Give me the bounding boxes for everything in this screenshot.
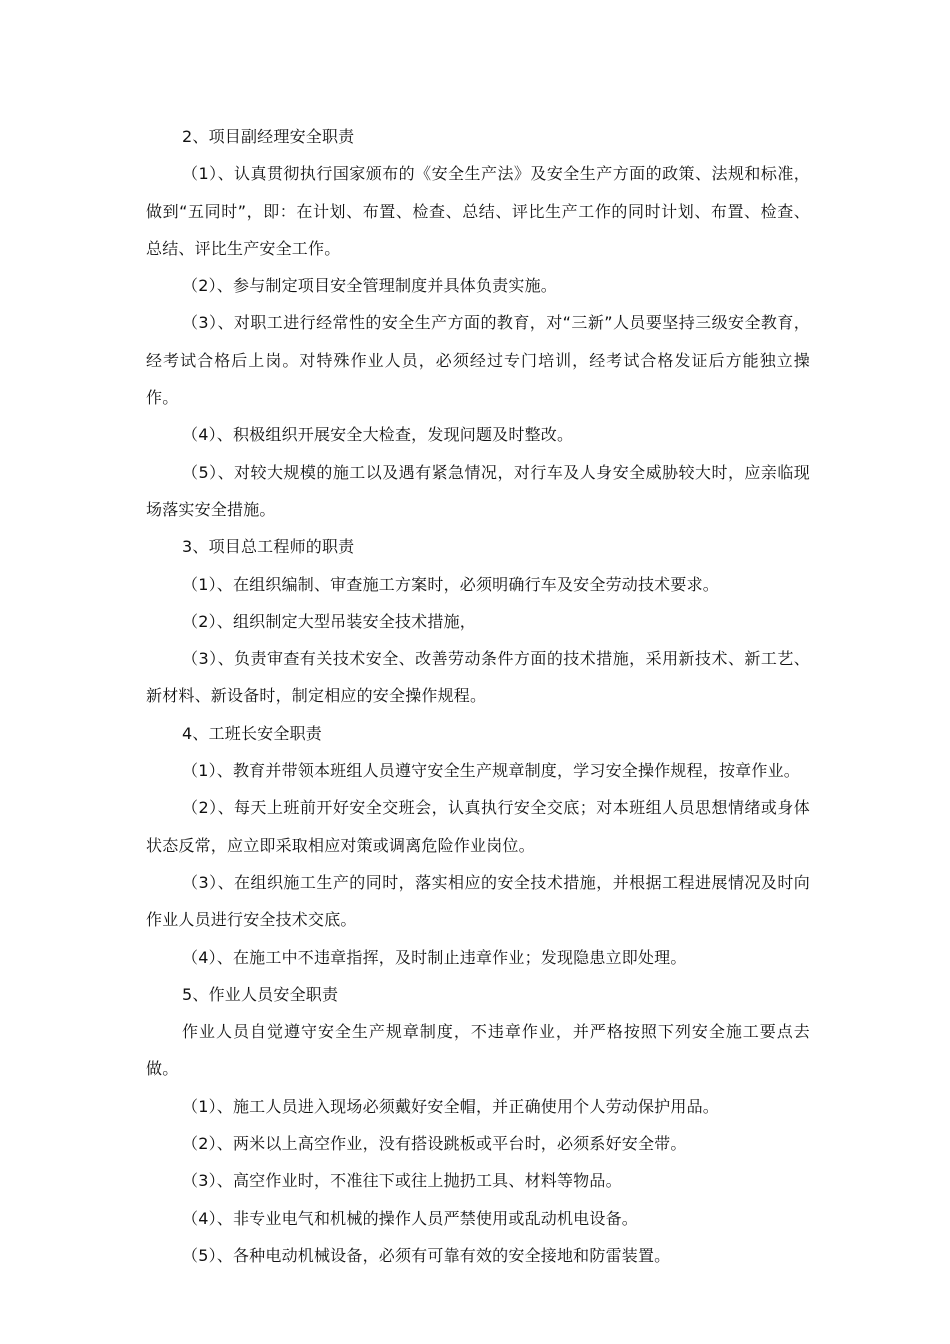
paragraph: （5）、对较大规模的施工以及遇有紧急情况，对行车及人身安全威胁较大时，应亲临现场落实安全措施。 bbox=[146, 462, 810, 519]
paragraph: （1）、教育并带领本班组人员遵守安全生产规章制度，学习安全操作规程，按章作业。 bbox=[182, 761, 800, 781]
paragraph: （2）、参与制定项目安全管理制度并具体负责实施。 bbox=[182, 276, 557, 296]
section-heading-2: 2、项目副经理安全职责 bbox=[182, 127, 355, 146]
document-body bbox=[146, 118, 810, 1274]
paragraph: 作业人员自觉遵守安全生产规章制度，不违章作业，并严格按照下列安全施工要点去做。 bbox=[146, 1022, 810, 1079]
paragraph: （2）、每天上班前开好安全交班会，认真执行安全交底；对本班组人员思想情绪或身体状态反常，应立即采取相应对策或调离危险作业岗位。 bbox=[146, 798, 810, 855]
paragraph: （2）、组织制定大型吊装安全技术措施， bbox=[182, 611, 476, 631]
paragraph: （1）、在组织编制、审查施工方案时，必须明确行车及安全劳动技术要求。 bbox=[182, 574, 719, 594]
section-heading-5: 5、作业人员安全职责 bbox=[182, 984, 339, 1004]
paragraph: （2）、两米以上高空作业，没有搭设跳板或平台时，必须系好安全带。 bbox=[182, 1134, 687, 1154]
paragraph: （4）、积极组织开展安全大检查，发现问题及时整改。 bbox=[182, 425, 574, 445]
paragraph: （4）、在施工中不违章指挥，及时制止违章作业；发现隐患立即处理。 bbox=[182, 947, 687, 967]
paragraph: （5）、各种电动机械设备，必须有可靠有效的安全接地和防雷装置。 bbox=[182, 1245, 671, 1265]
paragraph: （3）、对职工进行经常性的安全生产方面的教育，对“三新”人员要坚持三级安全教育，经考试合格后上岗。对特殊作业人员，必须经过专门培训，经考试合格发证后方能独立操作。 bbox=[146, 313, 810, 408]
paragraph: （4）、非专业电气和机械的操作人员严禁使用或乱动机电设备。 bbox=[182, 1208, 638, 1228]
section-heading-4: 4、工班长安全职责 bbox=[182, 723, 322, 743]
paragraph: （3）、在组织施工生产的同时，落实相应的安全技术措施，并根据工程进展情况及时向作业人员进行安全技术交底。 bbox=[146, 872, 810, 930]
section-heading-3: 3、项目总工程师的职责 bbox=[182, 537, 355, 557]
paragraph: （3）、负责审查有关技术安全、改善劳动条件方面的技术措施，采用新技术、新工艺、新材料、新设备时，制定相应的安全操作规程。 bbox=[146, 649, 810, 706]
paragraph: （1）、认真贯彻执行国家颁布的《安全生产法》及安全生产方面的政策、法规和标准，做到“五同时”，即：在计划、布置、检查、总结、评比生产工作的同时计划、布置、检查、总结、评比生产安全工作。 bbox=[146, 164, 810, 258]
paragraph: （3）、高空作业时，不准往下或往上抛扔工具、材料等物品。 bbox=[182, 1171, 622, 1191]
paragraph: （1）、施工人员进入现场必须戴好安全帽，并正确使用个人劳动保护用品。 bbox=[182, 1096, 719, 1116]
